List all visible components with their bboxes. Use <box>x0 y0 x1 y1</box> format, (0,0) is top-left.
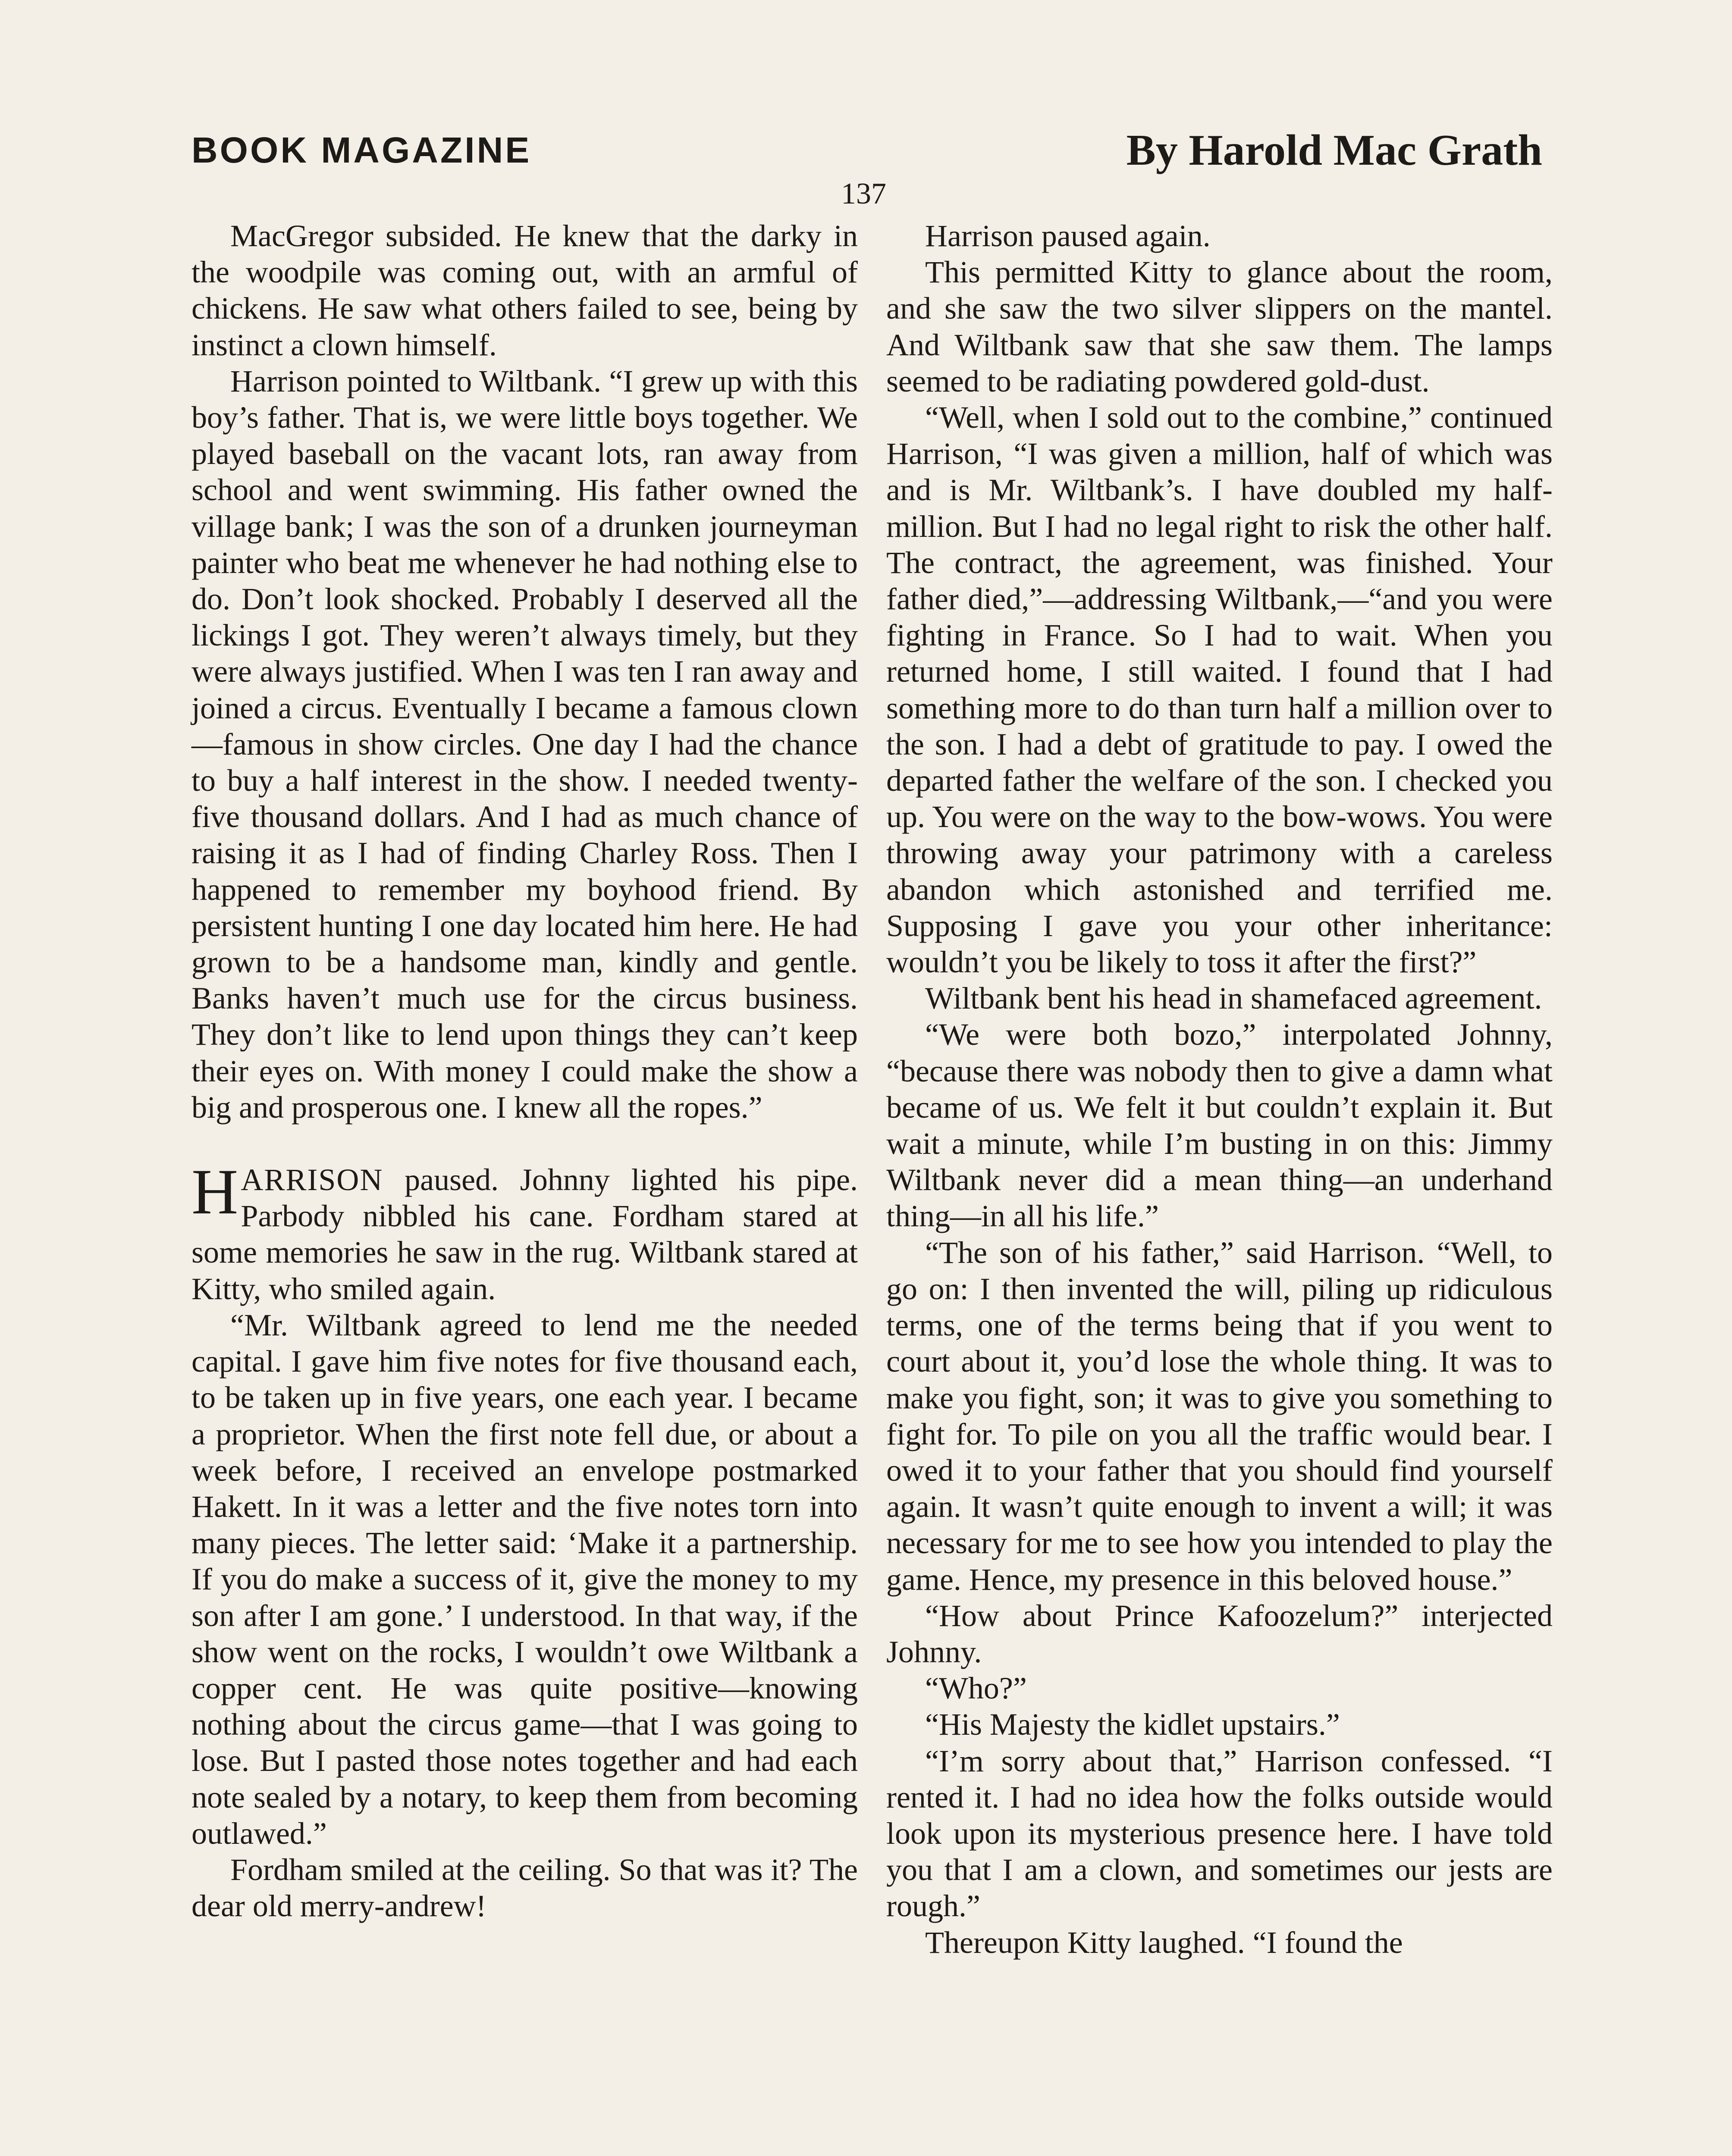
page-number: 137 <box>841 177 886 210</box>
paragraph: Harrison pointed to Wiltbank. “I grew up with this boy’s father. That is, we were little boys together. We played baseball on the vacant lots, ran away from school and went swimming. His father owned the village bank; I was the son of a drunken journeyman painter who beat me whenever he had nothing else to do. Don’t look shocked. Probably I deserved all the lickings I got. They weren’t always timely, but they were always justified. When I was ten I ran away and joined a circus. Eventually I became a famous clown—famous in show circles. One day I had the chance to buy a half interest in the show. I needed twenty-five thousand dollars. And I had as much chance of raising it as I had of finding Charley Ross. Then I happened to remember my boyhood friend. By persistent hunting I one day located him here. He had grown to be a handsome man, kindly and gentle. Banks haven’t much use for the circus business. They don’t like to lend upon things they can’t keep their eyes on. With money I could make the show a big and prosperous one. I knew all the ropes.” <box>191 364 858 1125</box>
small-caps-lead: ARRISON <box>241 1163 383 1197</box>
left-column <box>191 218 858 1924</box>
paragraph: “How about Prince Kafoozelum?” interjected Johnny. <box>886 1598 1553 1669</box>
paragraph: MacGregor subsided. He knew that the darky in the woodpile was coming out, with an armful of chickens. He saw what others failed to see, being by instinct a clown himself. <box>191 219 858 362</box>
paragraph: Wiltbank bent his head in shamefaced agreement. <box>925 981 1542 1016</box>
publication-title: BOOK MAGAZINE <box>191 130 532 170</box>
drop-cap: H <box>191 1156 238 1228</box>
section-paragraph <box>191 1156 858 1307</box>
paragraph: “Well, when I sold out to the combine,” continued Harrison, “I was given a million, half of which was and is Mr. Wiltbank’s. I have doubled my half-million. But I had no legal right to risk the other half. The contract, the agreement, was finished. Your father died,”—addressing Wiltbank,—“and you were fighting in France. So I had to wait. When you returned home, I still waited. I found that I had something more to do than turn half a million over to the son. I had a debt of gratitude to pay. I owed the departed father the welfare of the son. I checked you up. You were on the way to the bow-wows. You were throwing away your patrimony with a careless abandon which astonished and terrified me. Supposing I gave you your other inheritance: wouldn’t you be likely to toss it after the first?” <box>886 400 1553 980</box>
paragraph: This permitted Kitty to glance about the room, and she saw the two silver slippers on the mantel. And Wiltbank saw that she saw them. The lamps seemed to be radiating powdered gold-dust. <box>886 255 1553 398</box>
paragraph: “We were both bozo,” interpolated Johnny, “because there was nobody then to give a damn what became of us. We felt it but couldn’t explain it. But wait a minute, while I’m busting in on this: Jimmy Wiltbank never did a mean thing—an underhand thing—in all his life.” <box>886 1017 1553 1234</box>
paragraph: “Mr. Wiltbank agreed to lend me the needed capital. I gave him five notes for five thousand each, to be taken up in five years, one each year. I became a proprietor. When the first note fell due, or about a week before, I received an envelope postmarked Hakett. In it was a letter and the five notes torn into many pieces. The letter said: ‘Make it a partnership. If you do make a success of it, give the money to my son after I am gone.’ I understood. In that way, if the show went on the rocks, I wouldn’t owe Wiltbank a copper cent. He was quite positive—knowing nothing about the circus game—that I was going to lose. But I pasted those notes together and had each note sealed by a notary, to keep them from becoming outlawed.” <box>191 1307 858 1851</box>
paragraph: Fordham smiled at the ceiling. So that was it? The dear old merry-andrew! <box>191 1852 858 1924</box>
right-column <box>886 218 1553 1961</box>
paragraph: Harrison paused again. <box>925 219 1211 253</box>
paragraph: Thereupon Kitty laughed. “I found the <box>925 1925 1403 1960</box>
paragraph: “Who?” <box>925 1671 1027 1706</box>
paragraph: “His Majesty the kidlet upstairs.” <box>925 1707 1340 1742</box>
paragraph: “I’m sorry about that,” Harrison confessed. “I rented it. I had no idea how the folks outside would look upon its mysterious presence here. I have told you that I am a clown, and sometimes our jests are rough.” <box>886 1743 1553 1924</box>
paragraph-text: paused. Johnny lighted his pipe. Parbody nibbled his cane. Fordham stared at some memories he saw in the rug. Wiltbank stared at Kitty, who smiled again. <box>191 1163 858 1306</box>
paragraph: “The son of his father,” said Harrison. “Well, to go on: I then invented the will, piling up ridiculous terms, one of the terms being that if you went to court about it, you’d lose the whole thing. It was to make you fight, son; it was to give you something to fight for. To pile on you all the traffic would bear. I owed it to your father that you should find yourself again. It wasn’t quite enough to invent a will; it was necessary for me to see how you intended to play the game. Hence, my presence in this beloved house.” <box>886 1235 1553 1597</box>
author-byline: By Harold Mac Grath <box>1126 126 1542 175</box>
